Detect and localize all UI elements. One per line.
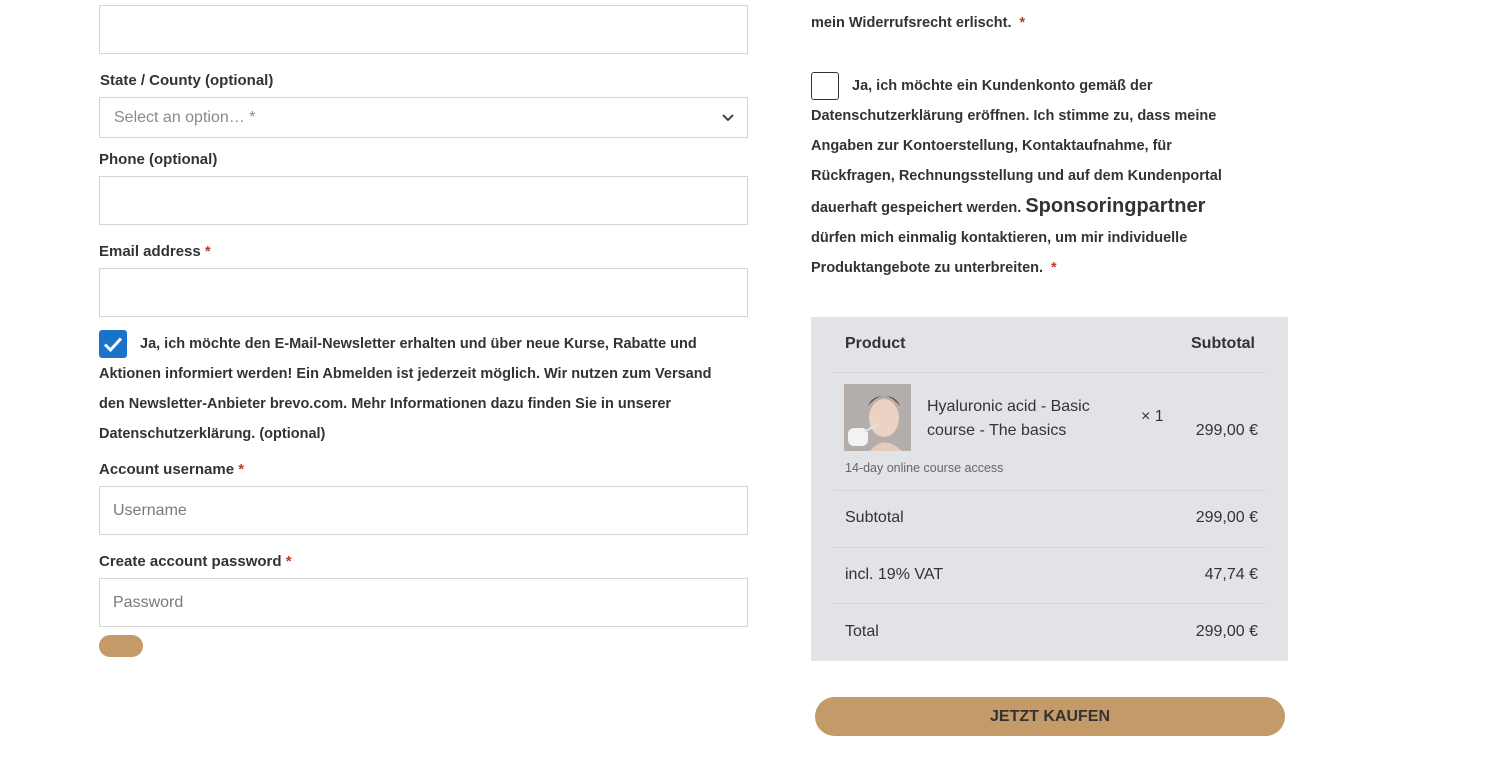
subtotal-value: 299,00 € [1195,509,1258,526]
required-mark: * [1051,260,1057,276]
item-name-line1: Hyaluronic acid - Basic [927,398,1090,415]
item-note: 14-day online course access [845,461,1004,475]
required-mark: * [238,461,245,478]
address-input[interactable] [99,5,748,54]
email-label [99,243,211,261]
email-input[interactable] [99,268,748,317]
divider [833,372,1266,373]
username-input[interactable] [99,486,748,535]
divider [833,490,1266,491]
state-select[interactable] [99,97,748,138]
password-strength-toggle[interactable] [99,635,143,657]
phone-input-field[interactable] [100,177,747,224]
total-label: Total [845,623,879,640]
username-label [99,461,244,479]
divider [833,547,1266,548]
buy-now-button[interactable]: JETZT KAUFEN [815,697,1285,736]
item-name [927,395,1090,443]
username-label-text: Account username [99,461,235,478]
email-label-text: Email address [99,243,201,260]
address-input-field[interactable] [100,6,747,53]
password-label-text: Create account password [99,553,282,570]
vat-value: 47,74 € [1204,566,1258,583]
product-header: Product [845,335,906,352]
divider [833,603,1266,604]
sponsoring-partner-highlight: Sponsoringpartner [1025,195,1206,217]
username-input-field[interactable] [100,487,747,534]
newsletter-text: Ja, ich möchte den E-Mail-Newsletter erhalten und über neue Kurse, Rabatte und Aktionen informiert werden! Ein Abmelden ist jederzeit möglich. Wir nutzen zum Versand den Newsletter-Anbieter brevo.com. Mehr Informationen dazu finden Sie in unserer Datenschutzerklärung. (optional) [99,336,712,442]
vat-label: incl. 19% VAT [845,566,944,583]
subtotal-label: Subtotal [845,509,904,526]
order-summary [811,317,1288,661]
phone-label: Phone (optional) [99,151,218,168]
state-label: State / County (optional) [100,72,274,89]
password-label [99,553,292,571]
item-name-line2: course - The basics [927,422,1067,439]
withdrawal-text-content: mein Widerrufsrecht erlischt. [811,15,1012,31]
withdrawal-text [811,8,1025,38]
total-value: 299,00 € [1195,623,1258,640]
subtotal-header: Subtotal [1191,335,1255,352]
item-price: 299,00 € [1195,422,1258,439]
password-input[interactable] [99,578,748,627]
required-mark: * [285,553,292,570]
email-input-field[interactable] [100,269,747,316]
state-select-value: Select an option… * [114,109,256,126]
required-mark: * [204,243,211,260]
item-quantity: × 1 [1141,408,1164,425]
chevron-down-icon [721,111,735,125]
phone-input[interactable] [99,176,748,225]
account-consent-part2: dürfen mich einmalig kontaktieren, um mir individuelle Produktangebote zu unterbreiten. [811,230,1188,276]
account-consent-text [811,71,1243,283]
product-thumbnail [844,384,911,451]
password-input-field[interactable] [100,579,747,626]
account-consent-part1: Ja, ich möchte ein Kundenkonto gemäß der Datenschutzerklärung eröffnen. Ich stimme zu, dass meine Angaben zur Kontoerstellung, Kontaktaufnahme, für Rückfragen, Rechnungsstellung und auf dem Kundenportal dauerhaft gespeichert werden. [811,78,1222,216]
required-mark: * [1019,15,1026,31]
